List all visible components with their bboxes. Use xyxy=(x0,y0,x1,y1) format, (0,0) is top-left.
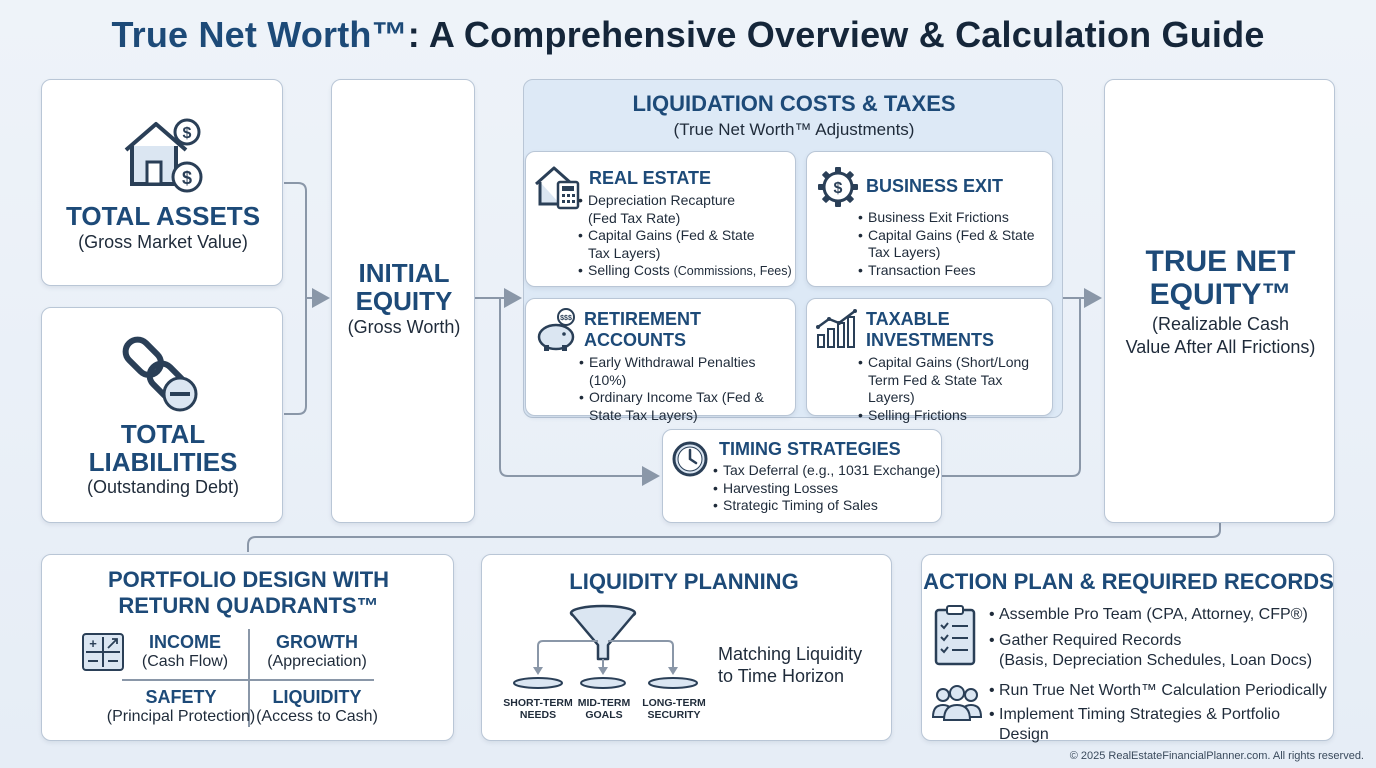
quadrant-divider-h xyxy=(122,679,374,681)
svg-text:$: $ xyxy=(182,125,192,142)
bucket-label: SECURITY xyxy=(647,709,701,721)
quadrant-label: INCOME xyxy=(149,632,221,652)
svg-text:$: $ xyxy=(833,180,843,197)
portfolio-heading-1: PORTFOLIO DESIGN WITH xyxy=(107,567,390,592)
list-item: • Selling Frictions xyxy=(858,407,1052,425)
funnel-icon xyxy=(498,601,698,701)
title-rest: : A Comprehensive Overview & Calculation Guide xyxy=(407,14,1265,55)
quadrant-sub: (Principal Protection) xyxy=(106,708,256,725)
action-heading: ACTION PLAN & REQUIRED RECORDS xyxy=(923,569,1334,594)
svg-text:$$$: $$$ xyxy=(560,315,572,322)
retirement-heading-1: RETIREMENT xyxy=(584,309,701,329)
taxable-investments-card xyxy=(806,298,1053,423)
list-item: • Depreciation Recapture (Fed Tax Rate) xyxy=(578,192,794,227)
action-list xyxy=(989,605,1333,745)
action-plan-card xyxy=(921,554,1334,741)
quadrant-icon xyxy=(82,633,124,671)
list-item: • Implement Timing Strategies & Portfolio Design xyxy=(989,705,1333,745)
quadrant-label: GROWTH xyxy=(276,632,358,652)
liquidity-caption: Matching Liquidity to Time Horizon xyxy=(718,644,863,686)
initial-equity-heading-1: INITIAL xyxy=(358,258,450,288)
bucket-label: NEEDS xyxy=(519,709,557,721)
svg-text:$: $ xyxy=(181,168,193,188)
initial-equity-heading-2: EQUITY xyxy=(355,286,453,316)
bucket-label: SHORT-TERM xyxy=(503,697,573,709)
bucket-mid-term xyxy=(572,697,636,721)
taxable-investments-list xyxy=(858,354,1052,424)
real-estate-list xyxy=(578,192,794,281)
timing-heading: TIMING STRATEGIES xyxy=(719,439,901,459)
chain-minus-icon xyxy=(122,332,202,414)
quadrant-label: LIQUIDITY xyxy=(272,687,362,707)
quadrant-sub: (Appreciation) xyxy=(267,653,367,670)
bucket-long-term xyxy=(636,697,712,721)
bucket-label: LONG-TERM xyxy=(642,697,706,709)
true-net-equity-sub-1: (Realizable Cash xyxy=(1151,314,1290,334)
retirement-heading-2: ACCOUNTS xyxy=(584,330,686,350)
retirement-card xyxy=(525,298,796,423)
bucket-label: MID-TERM xyxy=(577,697,631,709)
timing-list xyxy=(713,462,941,515)
taxable-investments-heading-1: TAXABLE xyxy=(866,309,950,329)
team-icon xyxy=(932,683,982,723)
total-liabilities-heading-2: LIABILITIES xyxy=(88,447,238,477)
bucket-short-term xyxy=(499,697,577,721)
list-item: • Capital Gains (Fed & State Tax Layers) xyxy=(858,227,1052,262)
quadrant-liquidity xyxy=(252,687,382,726)
initial-equity-sub: (Gross Worth) xyxy=(347,317,461,337)
total-assets-card xyxy=(41,79,283,286)
portfolio-design-card xyxy=(41,554,454,741)
list-item: • Ordinary Income Tax (Fed & State Tax Layers) xyxy=(579,389,795,424)
liquidation-sub: (True Net Worth™ Adjustments) xyxy=(673,120,915,139)
total-liabilities-card xyxy=(41,307,283,523)
total-liabilities-sub: (Outstanding Debt) xyxy=(86,477,240,497)
list-item: • Selling Costs (Commissions, Fees) xyxy=(578,262,794,281)
business-exit-card xyxy=(806,151,1053,287)
total-liabilities-heading-1: TOTAL xyxy=(120,419,206,449)
list-item: • Capital Gains (Fed & State Tax Layers) xyxy=(578,227,794,262)
quadrant-sub: (Cash Flow) xyxy=(141,653,229,670)
svg-text:+: + xyxy=(89,636,97,651)
quadrant-growth xyxy=(252,632,382,671)
list-item: • Transaction Fees xyxy=(858,262,1052,280)
list-item: • Harvesting Losses xyxy=(713,480,941,498)
total-assets-heading: TOTAL ASSETS xyxy=(65,201,261,231)
quadrant-label: SAFETY xyxy=(145,687,217,707)
total-assets-sub: (Gross Market Value) xyxy=(78,232,248,252)
portfolio-heading-2: RETURN QUADRANTS™ xyxy=(118,593,379,618)
list-item: • Run True Net Worth™ Calculation Periodically xyxy=(989,681,1333,701)
quadrant-income xyxy=(130,632,240,671)
true-net-equity-sub-2: Value After All Frictions) xyxy=(1125,337,1316,357)
house-calculator-icon xyxy=(534,164,582,210)
liquidity-heading: LIQUIDITY PLANNING xyxy=(569,569,799,594)
list-item: • Capital Gains (Short/Long Term Fed & State Tax Layers) xyxy=(858,354,1052,407)
real-estate-heading: REAL ESTATE xyxy=(589,168,712,188)
true-net-equity-heading-2: EQUITY™ xyxy=(1149,278,1292,311)
real-estate-card xyxy=(525,151,796,287)
clock-icon xyxy=(671,440,709,478)
taxable-investments-heading-2: INVESTMENTS xyxy=(866,330,995,350)
business-exit-list xyxy=(858,209,1052,279)
retirement-list xyxy=(579,354,795,424)
quadrant-safety xyxy=(86,687,276,726)
list-item: • Business Exit Frictions xyxy=(858,209,1052,227)
business-exit-heading: BUSINESS EXIT xyxy=(866,176,1004,196)
quadrant-sub: (Access to Cash) xyxy=(256,708,378,725)
list-item: • Tax Deferral (e.g., 1031 Exchange) xyxy=(713,462,941,480)
true-net-equity-card xyxy=(1104,79,1335,523)
list-item: • Gather Required Records (Basis, Depreciation Schedules, Loan Docs) xyxy=(989,631,1333,671)
list-item: • Assemble Pro Team (CPA, Attorney, CFP®) xyxy=(989,605,1333,625)
list-item: • Early Withdrawal Penalties (10%) xyxy=(579,354,795,389)
copyright-footer: © 2025 RealEstateFinancialPlanner.com. All rights reserved. xyxy=(1069,750,1364,762)
title-brand: True Net Worth™ xyxy=(111,14,408,55)
list-item: • Strategic Timing of Sales xyxy=(713,497,941,515)
checklist-icon xyxy=(934,605,976,667)
true-net-equity-heading-1: TRUE NET xyxy=(1145,245,1296,278)
initial-equity-card xyxy=(331,79,475,523)
piggy-bank-icon xyxy=(534,307,580,353)
house-dollar-icon xyxy=(120,118,210,196)
timing-strategies-card xyxy=(662,429,942,523)
bucket-label: GOALS xyxy=(585,709,623,721)
bar-chart-icon xyxy=(815,309,859,349)
liquidity-planning-card xyxy=(481,554,892,741)
gear-dollar-icon xyxy=(817,166,859,208)
liquidation-heading: LIQUIDATION COSTS & TAXES xyxy=(632,91,956,116)
